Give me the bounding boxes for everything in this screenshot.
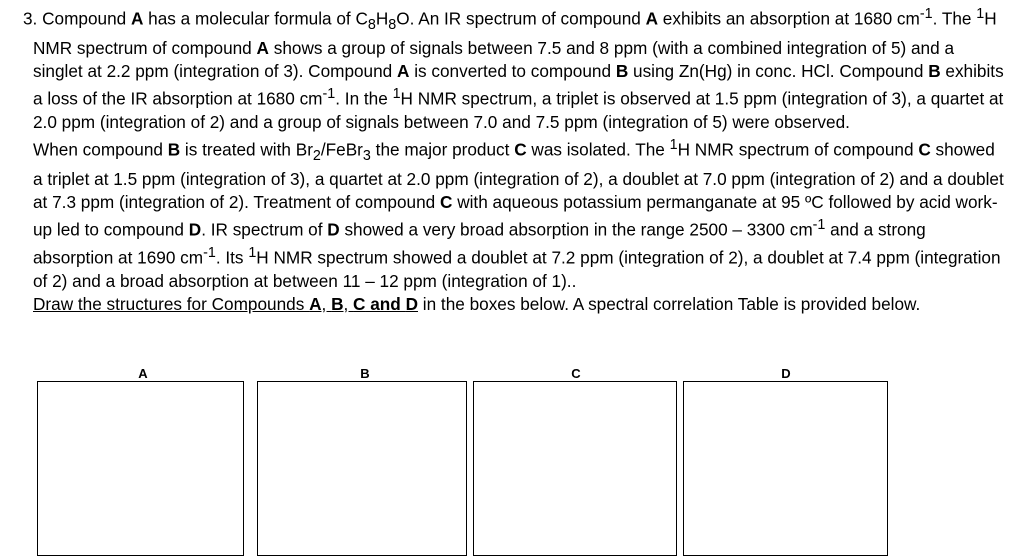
answer-box-b[interactable] xyxy=(257,381,467,556)
answer-box-a[interactable] xyxy=(37,381,244,556)
question-paragraph-3: Draw the structures for Compounds A, B, C and D in the boxes below. A spectral correlation Table is provided below. xyxy=(33,293,921,314)
answer-box-c[interactable] xyxy=(473,381,677,556)
question-paragraph-1: 3. Compound A has a molecular formula of $C_8H_8O$. An IR spectrum of compound A exhibits an absorption at 1680 $cm^{-1}$. The $^1$H NMR spectrum of compound A shows a group of signals between 7.5 and 8 ppm (with a combined integration of 5) and a singlet at 2.2 ppm (integration of 3). Compound A is converted to compound B using Zn(Hg) in conc. HCl. Compound B exhibits a loss of the IR absorption at 1680 $cm^{-1}$. In the $^1$H NMR spectrum, a triplet is observed at 1.5 ppm (integration of 3), a quartet at 2.0 ppm (integration of 2) and a group of signals between 7.0 and 7.5 ppm (integration of 5) were observed. xyxy=(23,6,1004,132)
answer-box-d[interactable] xyxy=(683,381,888,556)
question-number: 3. xyxy=(23,8,38,29)
box-label-a: A xyxy=(138,366,148,381)
question-text xyxy=(23,3,1008,316)
box-label-c: C xyxy=(571,366,581,381)
box-label-b: B xyxy=(360,366,370,381)
question-paragraph-2: When compound B is treated with $Br_2/FeBr_3$ the major product C was isolated. The $^1$H NMR spectrum of compound C showed a triplet at 1.5 ppm (integration of 3), a quartet at 2.0 ppm (integration of 2), a doublet at 7.0 ppm (integration of 2) and a doublet at 7.3 ppm (integration of 2). Treatment of compound C with aqueous potassium permanganate at 95 ºC followed by acid work-up led to compound D. IR spectrum of D showed a very broad absorption in the range 2500 – 3300 $cm^{-1}$ and a strong absorption at 1690 $cm^{-1}$. Its $^1$H NMR spectrum showed a doublet at 7.2 ppm (integration of 2), a doublet at 7.4 ppm (integration of 2) and a broad absorption at between 11 – 12 ppm (integration of 1).. xyxy=(33,136,1004,291)
instruction-underlined: Draw the structures for Compounds A, B, C and D xyxy=(33,293,418,314)
box-label-d: D xyxy=(781,366,791,381)
